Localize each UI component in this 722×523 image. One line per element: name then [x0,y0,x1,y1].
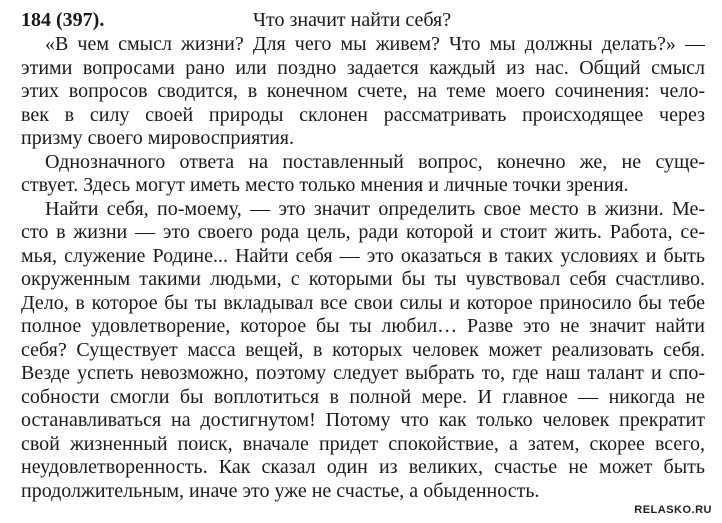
text-line: Дело, в которое бы ты вкладывал все свои силы и которое приносило бы тебе [21,291,705,314]
text-line: Везде успеть невозможно, поэтому следует выбрать то, где наш талант и спо- [21,362,705,384]
text-line: сто в жизни — это своего рода цель, ради которой и стоит жить. Работа, се- [21,221,705,243]
essay-body [21,33,705,503]
text-line: продолжительным, иначе это уже не счастье, а обыденность. [21,479,540,502]
text-line: окруженным такими людьми, с которыми бы ты чувствовал себя счастливо. [21,268,705,290]
text-line: свой жизненный поиск, вначале придет спокойствие, а затем, скорее всего, [21,432,705,455]
text-line: собности смогли бы воплотиться в полной мере. И главное — никогда не [21,385,705,408]
text-line: неудовлетворенность. Как сказал один из великих, счастье не может быть [21,456,705,478]
text-line: себя? Существует масса вещей, в которых человек может реализовать себя. [21,338,705,361]
text-line: полное удовлетворение, которое бы ты любил… Разве это не значит найти [21,315,705,337]
text-line: мья, служение Родине... Найти себя — это оказаться в таких условиях и быть [21,244,705,267]
exercise-number: 184 (397). [21,9,105,31]
essay-title: Что значит найти себя? [253,9,452,31]
text-line: этими вопросами рано или поздно задается каждый из нас. Общий смысл [21,56,705,79]
text-line: этих вопросов сводится, в конечном счете, на теме моего сочинения: чело- [21,80,705,102]
text-line: Найти себя, по-моему, — это значит определить свое место в жизни. Ме- [45,197,705,220]
text-line: «В чем смысл жизни? Для чего мы живем? Что мы должны делать?» — [45,33,705,55]
exercise-header [21,7,701,33]
text-line: Однозначного ответа на поставленный вопрос, конечно же, не суще- [45,150,705,173]
text-line: ствует. Здесь могут иметь место только мнения и личные точки зрения. [21,174,629,196]
watermark: RELASKO.RU [634,504,712,516]
text-line: призму своего мировосприятия. [21,127,294,149]
text-line: век в силу своей природы склонен рассматривать происходящее через [21,103,705,126]
text-line: останавливаться на достигнутом! Потому что как только человек прекратит [21,409,705,431]
